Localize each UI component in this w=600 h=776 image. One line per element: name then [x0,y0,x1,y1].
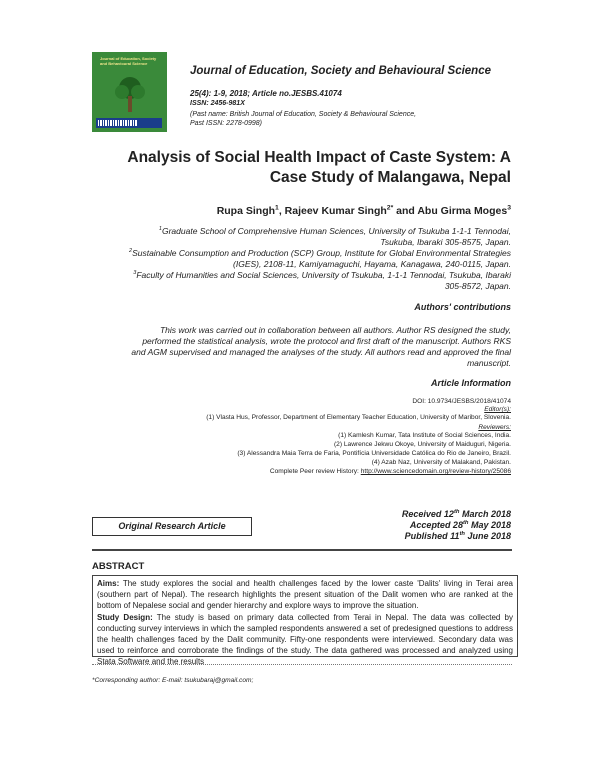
aims-label: Aims: [97,579,120,588]
review-history: Complete Peer review History: http://www.sciencedomain.org/review-history/25086 [269,468,511,475]
contributions-heading: Authors' contributions [414,302,511,312]
abstract-heading: ABSTRACT [92,561,145,572]
article-type-badge: Original Research Article [92,517,252,536]
received-date: Received 12th March 2018 [401,509,511,519]
barcode-icon [98,120,138,126]
journal-past-name: (Past name: British Journal of Education, Society & Behavioural Science, Past ISSN: 2278-0998) [190,111,417,127]
journal-citation: 25(4): 1-9, 2018; Article no.JESBS.41074 [190,89,342,98]
divider [92,549,512,551]
study-design-text: The study is based on primary data collected from Terai in Nepal. The data was collected by conducting survey interviews in which the sampled respondents answered a set of predesigned questions to address the health challenges faced by the Dalit community. Fifty-one respondents were interviewed. Secondary data was used to reinforce and corroborate the findings of the study. The data gathered was processed and analyzed using Stata Software and the results [97,612,513,667]
affiliation-1: $^1$Graduate School of Comprehensive Human Sciences, University of Tsukuba 1-1-1 Tennodai, Tsukuba, Ibaraki 305-8575, Japan. [158,226,511,247]
accepted-date: Accepted 28th May 2018 [409,520,511,530]
reviewer-1: (1) Kamlesh Kumar, Tata Institute of Social Sciences, India. [338,432,511,439]
footnote-divider [92,664,512,665]
author-list: Rupa Singh$^1$, Rajeev Kumar Singh$^{2*}$ and Abu Girma Moges$^3$ [216,204,511,217]
reviewers-label: Reviewers: [478,424,511,431]
journal-issn: ISSN: 2456-981X [190,100,245,107]
editor-label: Editor(s): [484,406,511,413]
review-history-link[interactable]: http://www.sciencedomain.org/review-history/25086 [360,468,511,475]
corresponding-author-footnote: *Corresponding author: E-mail: tsukubaraj@gmail.com; [92,677,254,684]
paper-title: Analysis of Social Health Impact of Caste System: A Case Study of Malangawa, Nepal [127,149,511,186]
reviewer-3: (3) Alessandra Maia Terra de Faria, Pontifícia Universidade Católica do Rio de Janeiro, Brazil. [237,450,511,457]
reviewer-2: (2) Lawrence Jekwu Okoye, University of Maiduguri, Nigeria. [333,441,511,448]
doi: DOI: 10.9734/JESBS/2018/41074 [412,398,511,405]
affiliation-2: $^2$Sustainable Consumption and Production (SCP) Group, Institute for Global Environmental Strategies (IGES), 2108-11, Kamiyamaguchi, Hayama, Kanagawa, 240-0115, Japan. [128,248,511,269]
aims-text: The study explores the social and health challenges faced by the lower caste 'Dalits' living in Terai area (southern part of Nepal). The research highlights the present situation of the Dalit women who are ranked at the bottom of Nepalese social and gender hierarchy and explore ways to improve the situation. [97,579,513,611]
journal-title: Journal of Education, Society and Behavioural Science [190,65,491,77]
abstract-box [92,575,518,667]
contributions-text: This work was carried out in collaboration between all authors. Author RS designed the study, performed the statistical analysis, wrote the protocol and first draft of the manuscript. Authors RKS and AGM supervised and managed the analyses of the study. All authors read and approved the final manuscript. [131,325,511,368]
editor: (1) Vlasta Hus, Professor, Department of Elementary Teacher Education, University of Maribor, Slovenia. [206,414,511,421]
affiliation-3: $^3$Faculty of Humanities and Social Sciences, University of Tsukuba, 1-1-1 Tennodai, Tsukuba, Ibaraki 305-8572, Japan. [133,270,511,291]
study-design-label: Study Design: [97,612,153,622]
journal-cover-image [92,52,167,132]
published-date: Published 11th June 2018 [404,531,511,541]
cover-title: Journal of Education, Society and Behavioural Science [100,56,157,66]
article-info-heading: Article Information [430,378,511,388]
tree-icon [110,74,150,114]
reviewer-4: (4) Azab Naz, University of Malakand, Pakistan. [371,459,511,466]
